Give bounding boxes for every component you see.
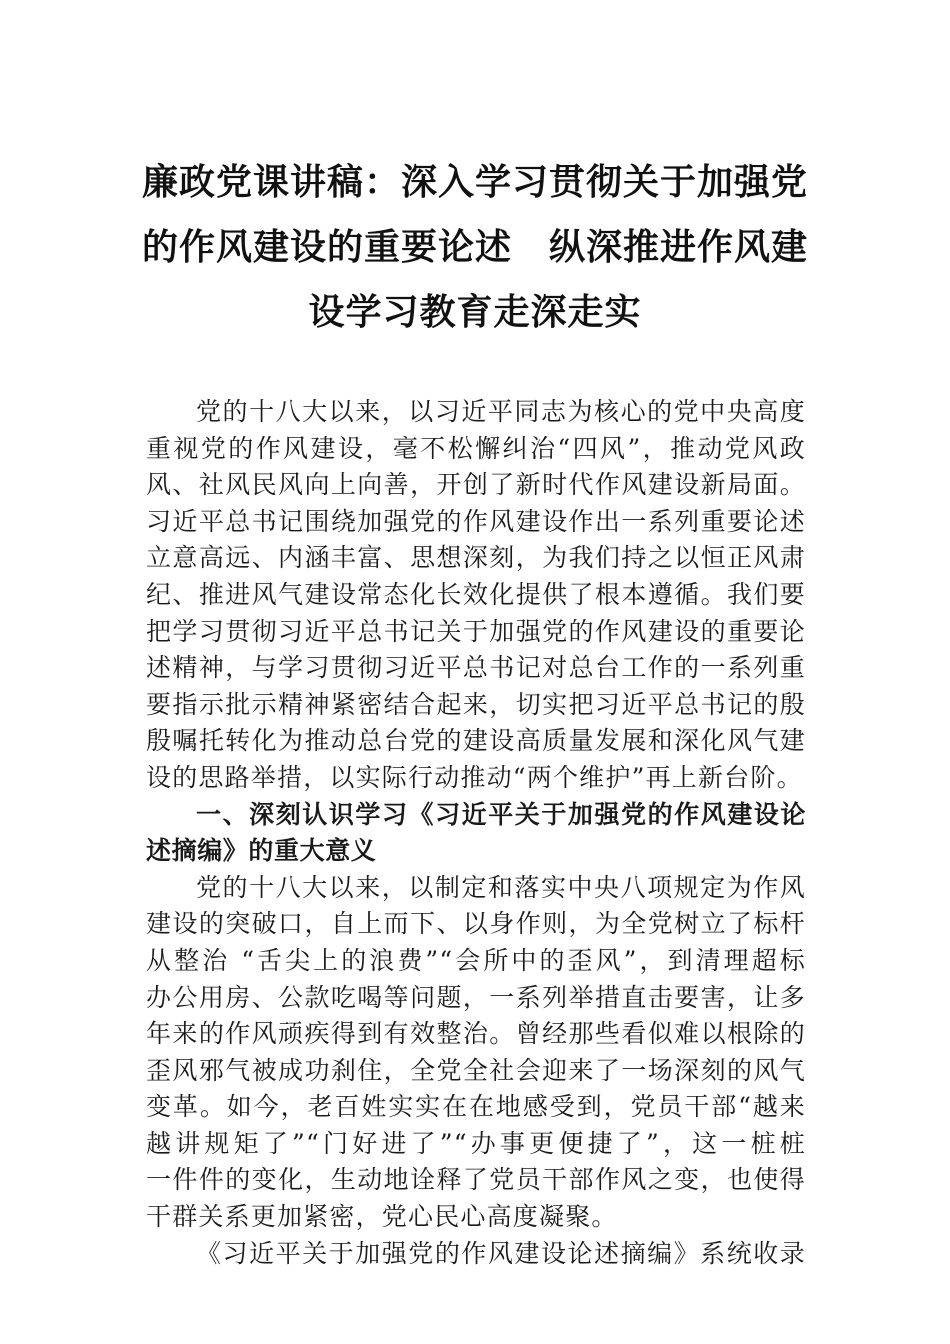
text-line: 风、社风民风向上向善，开创了新时代作风建设新局面。 bbox=[146, 470, 806, 500]
text-line: 要指示批示精神紧密结合起来，切实把习近平总书记的殷 bbox=[146, 689, 806, 719]
text-line: 述精神，与学习贯彻习近平总书记对总台工作的一系列重 bbox=[146, 653, 806, 683]
document-body bbox=[146, 394, 806, 1272]
text-line: 变革。如今，老百姓实实在在地感受到，党员干部“越来 bbox=[146, 1092, 806, 1122]
heading-line: 一、深刻认识学习《习近平关于加强党的作风建设论 bbox=[196, 799, 806, 829]
text-line: 越讲规矩了”“门好进了”“办事更便捷了”，这一桩桩 bbox=[146, 1128, 806, 1158]
text-line: 一件件的变化，生动地诠释了党员干部作风之变，也使得 bbox=[146, 1165, 806, 1195]
text-line: 歪风邪气被成功刹住，全党全社会迎来了一场深刻的风气 bbox=[146, 1055, 806, 1085]
text-line: 从整治 “舌尖上的浪费”“会所中的歪风”，到清理超标 bbox=[146, 945, 806, 975]
text-line: 把学习贯彻习近平总书记关于加强党的作风建设的重要论 bbox=[146, 616, 806, 646]
text-line: 立意高远、内涵丰富、思想深刻，为我们持之以恒正风肃 bbox=[146, 543, 806, 573]
text-line: 设的思路举措，以实际行动推动“两个维护”再上新台阶。 bbox=[146, 762, 803, 792]
text-line: 纪、推进风气建设常态化长效化提供了根本遵循。我们要 bbox=[146, 579, 806, 609]
text-line: 殷嘱托转化为推动总台党的建设高质量发展和深化风气建 bbox=[146, 726, 806, 756]
text-line: 重视党的作风建设，毫不松懈纠治“四风”，推动党风政 bbox=[146, 433, 806, 463]
title-line: 设学习教育走深走实 bbox=[308, 291, 642, 333]
title-line: 廉政党课讲稿：深入学习贯彻关于加强党 bbox=[141, 161, 808, 203]
section-heading-1 bbox=[146, 797, 806, 870]
text-line: 《习近平关于加强党的作风建设论述摘编》系统收录 bbox=[196, 1238, 806, 1268]
text-line: 年来的作风顽疾得到有效整治。曾经那些看似难以根除的 bbox=[146, 1019, 806, 1049]
text-line: 办公用房、公款吃喝等问题，一系列举措直击要害，让多 bbox=[146, 982, 806, 1012]
title-line: 的作风建设的重要论述 纵深推进作风建 bbox=[141, 226, 808, 268]
paragraph-intro bbox=[146, 394, 806, 797]
text-line: 习近平总书记围绕加强党的作风建设作出一系列重要论述 bbox=[146, 506, 806, 536]
text-line: 党的十八大以来，以制定和落实中央八项规定为作风 bbox=[196, 872, 806, 902]
paragraph-compilation bbox=[146, 1236, 806, 1273]
paragraph-section-1 bbox=[146, 870, 806, 1236]
text-line: 党的十八大以来，以习近平同志为核心的党中央高度 bbox=[196, 397, 806, 426]
heading-line: 述摘编》的重大意义 bbox=[146, 836, 377, 866]
text-line: 干群关系更加紧密，党心民心高度凝聚。 bbox=[146, 1202, 618, 1232]
document-title bbox=[120, 150, 830, 345]
text-line: 建设的突破口，自上而下、以身作则，为全党树立了标杆 bbox=[146, 909, 806, 939]
